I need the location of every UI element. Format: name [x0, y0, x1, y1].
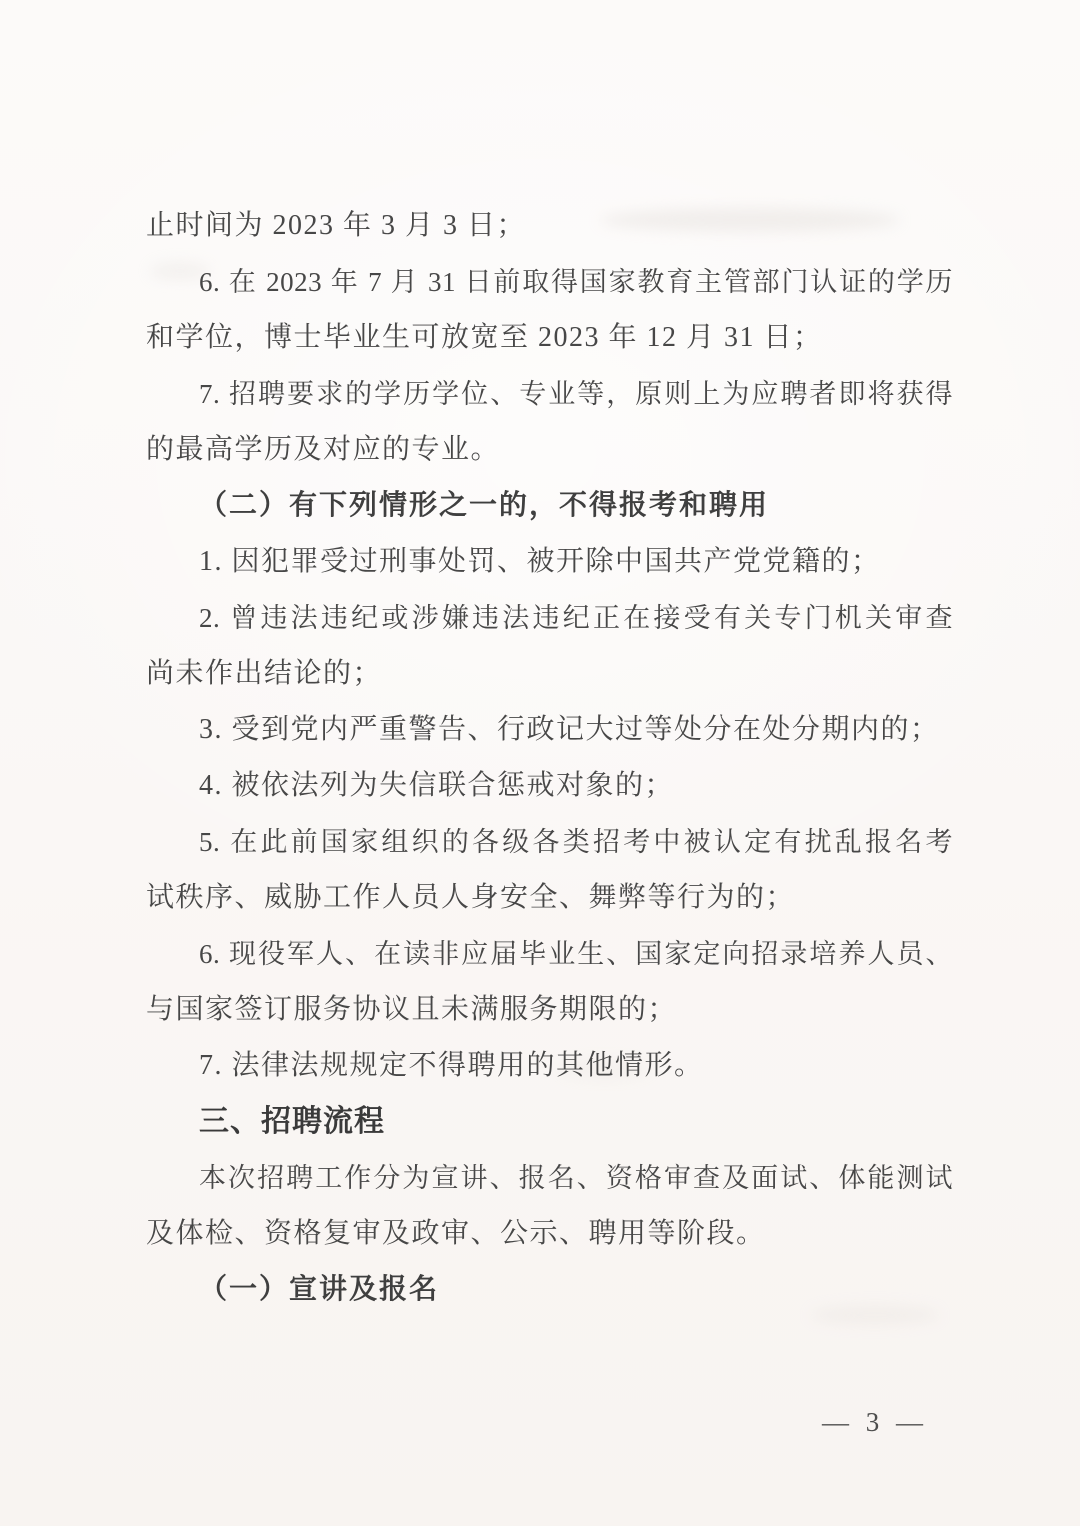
document-line: 止时间为 2023 年 3 月 3 日； — [146, 210, 527, 241]
document-line: 6. 现役军人、在读非应届毕业生、国家定向招录培养人员、 — [199, 939, 953, 969]
document-line: 3. 受到党内严重警告、行政记大过等处分在处分期内的； — [199, 714, 940, 745]
document-line: 2. 曾违法违纪或涉嫌违法违纪正在接受有关专门机关审查 — [199, 603, 953, 633]
document-subheading: （二）有下列情形之一的，不得报考和聘用 — [199, 490, 770, 521]
document-subheading: （一）宣讲及报名 — [199, 1274, 440, 1305]
document-line: 6. 在 2023 年 7 月 31 日前取得国家教育主管部门认证的学历 — [199, 267, 953, 297]
document-line: 5. 在此前国家组织的各级各类招考中被认定有扰乱报名考 — [199, 827, 953, 857]
document-line: 本次招聘工作分为宣讲、报名、资格审查及面试、体能测试 — [199, 1163, 953, 1193]
document-line: 与国家签订服务协议且未满服务期限的； — [146, 994, 678, 1025]
document-line: 1. 因犯罪受过刑事处罚、被开除中国共产党党籍的； — [199, 546, 881, 577]
section-heading: 三、招聘流程 — [199, 1105, 385, 1138]
document-body — [146, 198, 953, 1318]
page-number: — 3 — — [822, 1407, 928, 1437]
document-line: 的最高学历及对应的专业。 — [146, 434, 501, 465]
document-line: 和学位，博士毕业生可放宽至 2023 年 12 月 31 日； — [146, 322, 823, 353]
document-line: 及体检、资格复审及政审、公示、聘用等阶段。 — [146, 1218, 766, 1249]
document-line: 尚未作出结论的； — [146, 658, 383, 689]
document-line: 7. 法律法规规定不得聘用的其他情形。 — [199, 1050, 704, 1081]
document-line: 7. 招聘要求的学历学位、专业等，原则上为应聘者即将获得 — [199, 379, 953, 409]
document-line: 试秩序、威胁工作人员人身安全、舞弊等行为的； — [146, 882, 796, 913]
document-line: 4. 被依法列为失信联合惩戒对象的； — [199, 770, 675, 801]
